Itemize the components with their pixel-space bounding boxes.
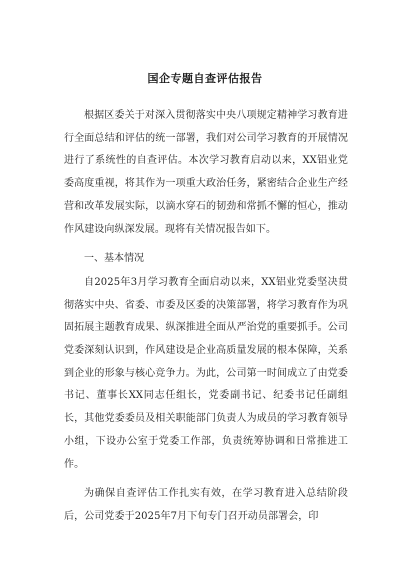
intro-paragraph: 根据区委关于对深入贯彻落实中央八项规定精神学习教育进行全面总结和评估的统一部署，我们对公司学习教育的开展情况进行了系统性的自查评估。本次学习教育启动以来，XX铝业党委高度重视，将其作为一项重大政治任务，紧密结合企业生产经营和改革发展实际，以滴水穿石的韧劲和常抓不懈的恒心，推动作风建设向纵深发展。现将有关情况报告如下。: [64, 110, 348, 235]
document-title: 国企专题自查评估报告: [147, 72, 263, 85]
section-heading: 一、基本情况: [84, 253, 144, 265]
section-paragraph-continued: 为确保自查评估工作扎实有效，在学习教育进入总结阶段后，公司党委于2025年7月下旬专门召开动员部署会，印: [64, 488, 348, 522]
section-paragraph: 自2025年3月学习教育全面启动以来，XX铝业党委坚决贯彻落实中央、省委、市委及区委的决策部署，将学习教育作为巩固拓展主题教育成果、纵深推进全面从严治党的重要抓手。公司党委深刻认识到，作风建设是企业高质量发展的根本保障，关系到企业的形象与核心竞争力。为此，公司第一时间成立了由党委书记、董事长XX同志任组长，党委副书记、纪委书记任副组长，其他党委委员及相关职能部门负责人为成员的学习教育领导小组，下设办公室于党委工作部，负责统筹协调和日常推进工作。: [64, 276, 348, 470]
document-body: [64, 105, 348, 536]
